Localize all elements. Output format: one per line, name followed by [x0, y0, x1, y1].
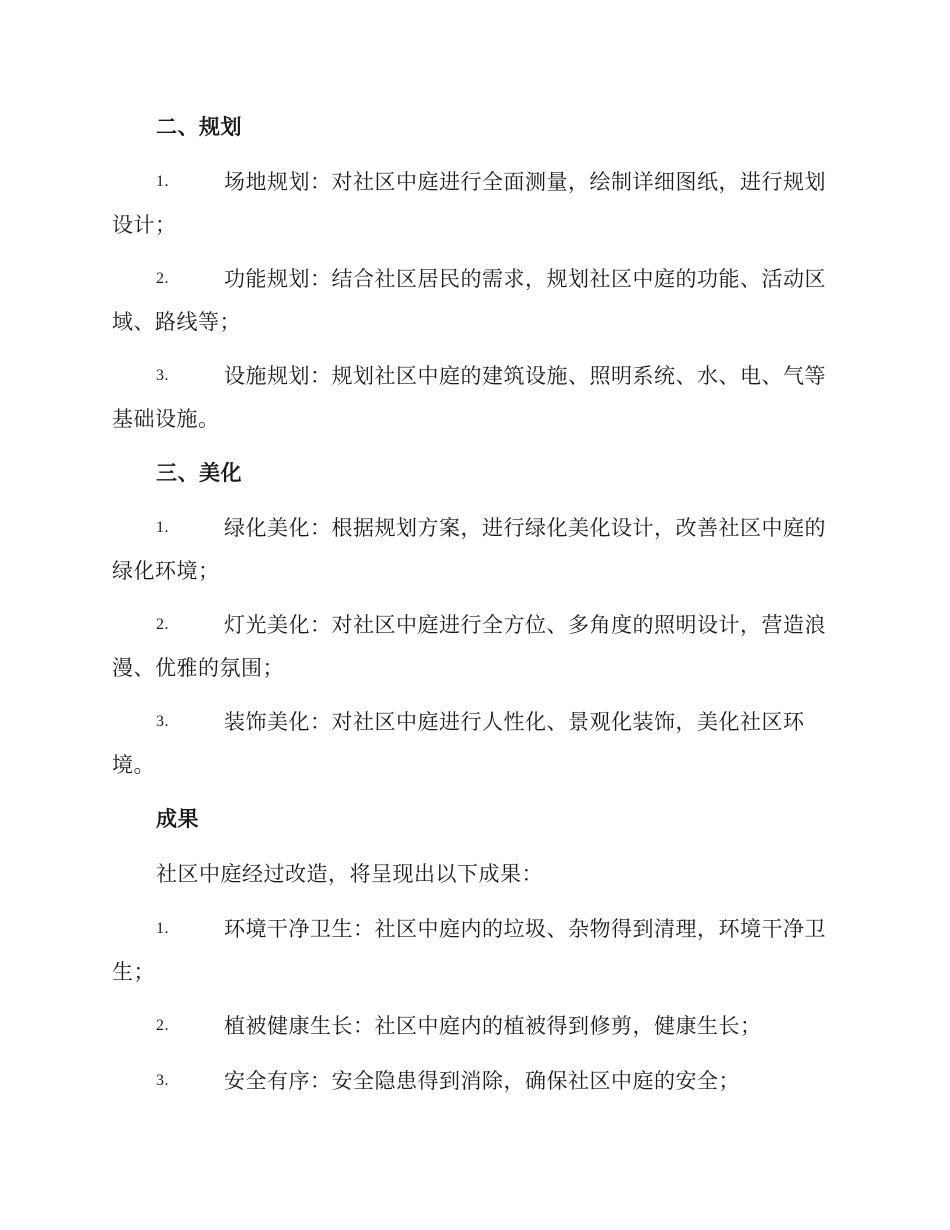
list-number: 3.	[156, 1072, 169, 1089]
list-item	[112, 1011, 842, 1041]
list-text-line1: 场地规划：对社区中庭进行全面测量，绘制详细图纸，进行规划	[224, 170, 826, 194]
list-item	[112, 1066, 842, 1096]
list-text-line1: 设施规划：规划社区中庭的建筑设施、照明系统、水、电、气等	[224, 364, 826, 388]
list-item	[112, 264, 842, 337]
list-number: 1.	[156, 173, 169, 190]
list-item	[112, 610, 842, 683]
list-item	[112, 707, 842, 780]
section-heading-beautify: 三、美化	[156, 461, 242, 485]
list-text-line2: 绿化环境；	[112, 559, 220, 583]
section-heading-results: 成果	[156, 807, 199, 831]
list-text-line1: 植被健康生长：社区中庭内的植被得到修剪，健康生长；	[224, 1014, 762, 1038]
list-text-line2: 漫、优雅的氛围；	[112, 656, 284, 680]
results-intro-paragraph: 社区中庭经过改造，将呈现出以下成果：	[156, 862, 543, 886]
list-text-line2: 基础设施。	[112, 407, 220, 431]
list-item	[112, 167, 842, 240]
list-text-line1: 环境干净卫生：社区中庭内的垃圾、杂物得到清理，环境干净卫	[224, 917, 826, 941]
list-number: 3.	[156, 713, 169, 730]
list-number: 1.	[156, 519, 169, 536]
list-text-line1: 装饰美化：对社区中庭进行人性化、景观化装饰，美化社区环	[224, 710, 805, 734]
list-item	[112, 914, 842, 987]
list-number: 1.	[156, 920, 169, 937]
list-text-line1: 安全有序：安全隐患得到消除，确保社区中庭的安全；	[224, 1069, 740, 1093]
list-text-line2: 设计；	[112, 213, 177, 237]
list-text-line1: 绿化美化：根据规划方案，进行绿化美化设计，改善社区中庭的	[224, 516, 826, 540]
list-number: 2.	[156, 1017, 169, 1034]
list-text-line2: 境。	[112, 753, 155, 777]
list-text-line1: 灯光美化：对社区中庭进行全方位、多角度的照明设计，营造浪	[224, 613, 826, 637]
list-text-line2: 生；	[112, 960, 155, 984]
list-number: 2.	[156, 270, 169, 287]
list-text-line2: 域、路线等；	[112, 310, 241, 334]
list-number: 2.	[156, 616, 169, 633]
list-number: 3.	[156, 367, 169, 384]
section-heading-planning: 二、规划	[156, 115, 242, 139]
list-item	[112, 513, 842, 586]
list-item	[112, 361, 842, 434]
list-text-line1: 功能规划：结合社区居民的需求，规划社区中庭的功能、活动区	[224, 267, 826, 291]
